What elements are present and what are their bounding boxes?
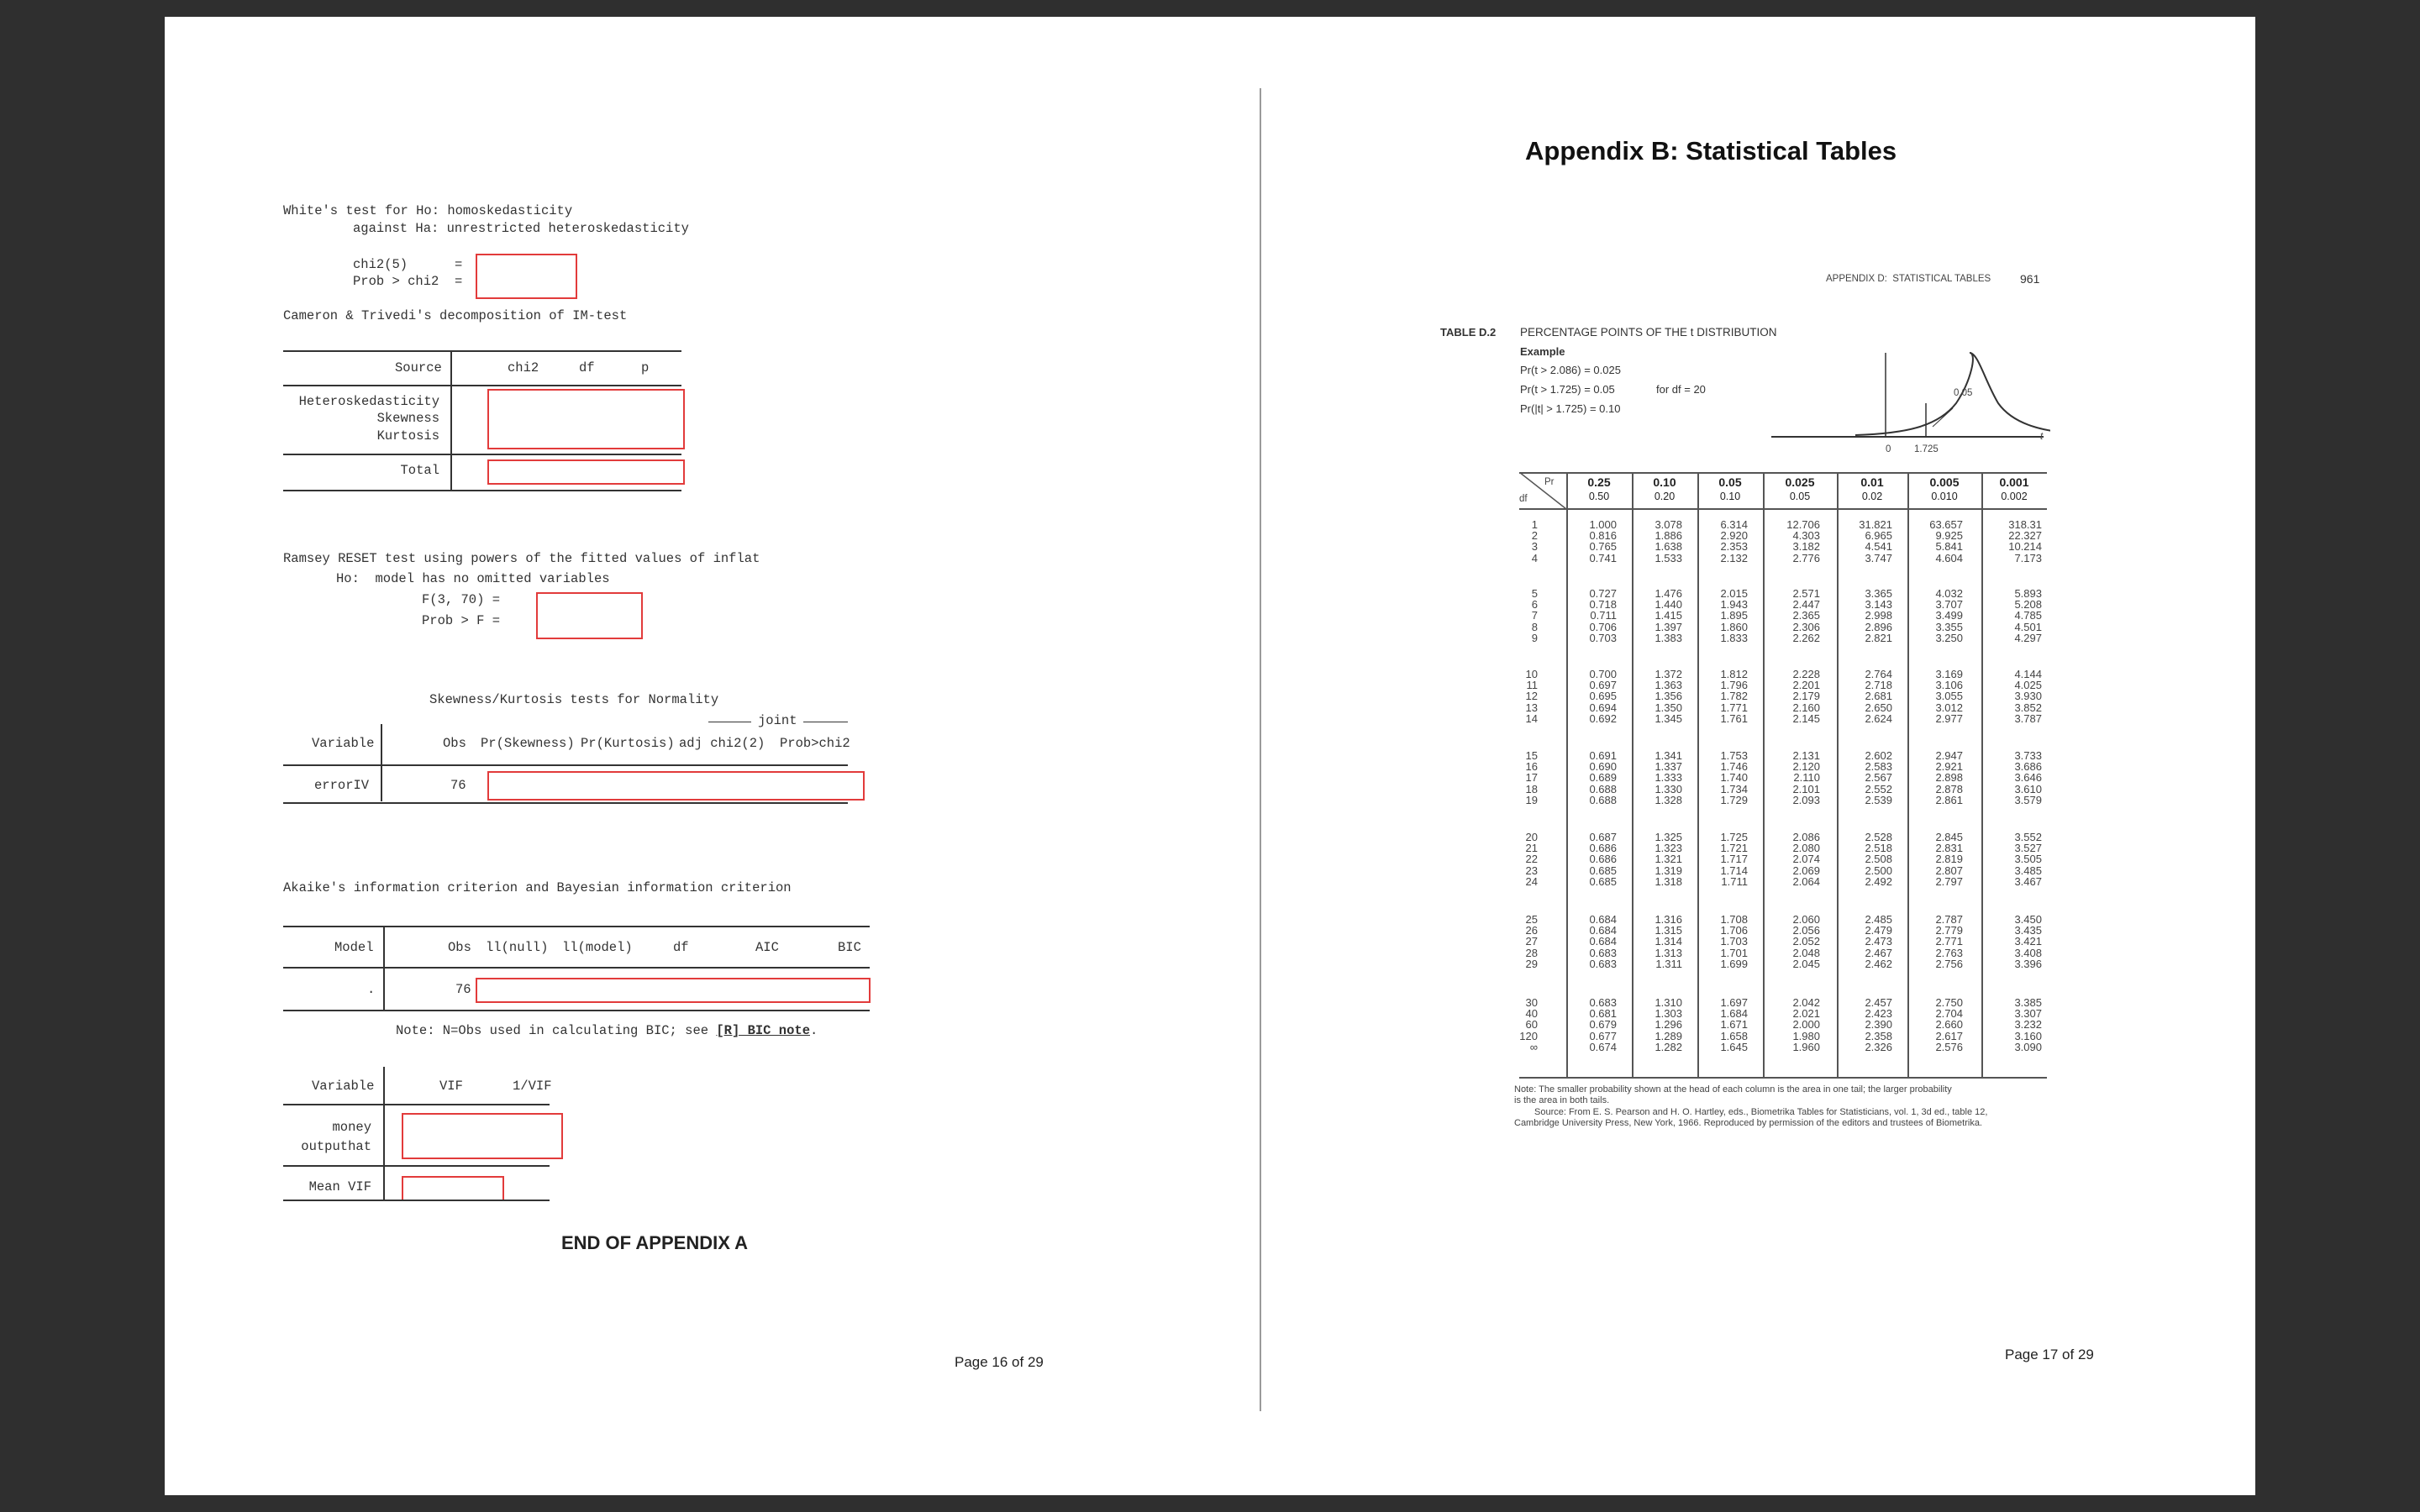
f-label: F(3, 70) = bbox=[422, 592, 501, 607]
row-heteroskedasticity: Heteroskedasticity bbox=[298, 394, 439, 409]
critical-values: 1.812 1.796 1.782 1.771 1.761 bbox=[1720, 668, 1748, 725]
df-values: 1 2 3 4 bbox=[1531, 518, 1538, 564]
one-tail-prob: 0.05 bbox=[1718, 475, 1742, 489]
row-outputhat: outputhat bbox=[301, 1139, 371, 1154]
critical-values: 2.845 2.831 2.819 2.807 2.797 bbox=[1935, 831, 1963, 888]
critical-values: 12.706 4.303 3.182 2.776 bbox=[1786, 518, 1820, 564]
for-df-note: for df = 20 bbox=[1656, 383, 1706, 396]
critical-values: 1.310 1.303 1.296 1.289 1.282 bbox=[1655, 996, 1682, 1053]
col-bic: BIC bbox=[838, 940, 861, 955]
density-curve bbox=[1855, 353, 2050, 435]
redaction-box bbox=[487, 459, 685, 485]
redaction-box bbox=[402, 1113, 563, 1159]
critical-values: 3.385 3.307 3.232 3.160 3.090 bbox=[2014, 996, 2042, 1053]
critical-values: 3.552 3.527 3.505 3.485 3.467 bbox=[2014, 831, 2042, 888]
prob-chi2-label: Prob > chi2 bbox=[353, 274, 439, 289]
one-tail-prob: 0.025 bbox=[1785, 475, 1815, 489]
critical-values: 0.727 0.718 0.711 0.706 0.703 bbox=[1589, 587, 1617, 644]
col-variable: Variable bbox=[312, 736, 375, 751]
critical-values: 31.821 6.965 4.541 3.747 bbox=[1859, 518, 1892, 564]
critical-values: 2.528 2.518 2.508 2.500 2.492 bbox=[1865, 831, 1892, 888]
col-vif: VIF bbox=[439, 1079, 463, 1094]
redaction-box bbox=[476, 254, 577, 299]
running-head: APPENDIX D: STATISTICAL TABLES bbox=[1826, 274, 1991, 284]
one-tail-prob: 0.01 bbox=[1860, 475, 1884, 489]
table-rule bbox=[283, 1010, 870, 1011]
critical-values: 2.060 2.056 2.052 2.048 2.045 bbox=[1792, 913, 1820, 970]
critical-values: 1.372 1.363 1.356 1.350 1.345 bbox=[1655, 668, 1682, 725]
critical-values: 4.144 4.025 3.930 3.852 3.787 bbox=[2014, 668, 2042, 725]
two-tail-prob: 0.20 bbox=[1654, 491, 1676, 502]
two-tail-prob: 0.02 bbox=[1861, 491, 1883, 502]
critical-values: 0.700 0.697 0.695 0.694 0.692 bbox=[1589, 668, 1617, 725]
reset-line1: Ramsey RESET test using powers of the fitted values of inflat bbox=[283, 551, 760, 566]
df-values: 20 21 22 23 24 bbox=[1525, 831, 1538, 888]
col-obs: Obs bbox=[448, 940, 471, 955]
col-rule bbox=[1837, 472, 1839, 1079]
critical-values: 2.228 2.201 2.179 2.160 2.145 bbox=[1792, 668, 1820, 725]
table-rule bbox=[283, 967, 870, 969]
critical-values: 2.750 2.704 2.660 2.617 2.576 bbox=[1935, 996, 1963, 1053]
white-test-line1: White's test for Ho: homoskedasticity bbox=[283, 203, 573, 218]
critical-values: 2.764 2.718 2.681 2.650 2.624 bbox=[1865, 668, 1892, 725]
col-df: df bbox=[673, 940, 689, 955]
area-label: 0.05 bbox=[1954, 388, 1973, 398]
col-chi2: chi2 bbox=[508, 360, 539, 375]
critical-values: 0.684 0.684 0.684 0.683 0.683 bbox=[1589, 913, 1617, 970]
col-rule bbox=[1763, 472, 1765, 1079]
critical-values: 1.753 1.746 1.740 1.734 1.729 bbox=[1720, 749, 1748, 806]
table-rule bbox=[1519, 472, 2047, 474]
col-adj-chi2: adj chi2(2) bbox=[679, 736, 765, 751]
page-number: Page 17 of 29 bbox=[2005, 1347, 2094, 1362]
col-rule bbox=[1981, 472, 1983, 1079]
critical-values: 2.787 2.779 2.771 2.763 2.756 bbox=[1935, 913, 1963, 970]
df-values: 30 40 60 120 ∞ bbox=[1519, 996, 1538, 1053]
critical-values: 1.476 1.440 1.415 1.397 1.383 bbox=[1655, 587, 1682, 644]
area-pointer bbox=[1933, 408, 1953, 427]
table-rule bbox=[283, 1200, 550, 1201]
col-pr-kurtosis: Pr(Kurtosis) bbox=[581, 736, 675, 751]
running-page: 961 bbox=[2020, 272, 2040, 286]
two-tail-prob: 0.002 bbox=[2001, 491, 2028, 502]
crit-label: 1.725 bbox=[1914, 444, 1939, 454]
table-rule bbox=[283, 926, 870, 927]
table-rule bbox=[283, 350, 681, 352]
one-tail-prob: 0.10 bbox=[1653, 475, 1676, 489]
example-label: Example bbox=[1520, 345, 1565, 358]
equals-sign: = bbox=[455, 257, 463, 272]
critical-values: 6.314 2.920 2.353 2.132 bbox=[1720, 518, 1748, 564]
critical-values: 3.365 3.143 2.998 2.896 2.821 bbox=[1865, 587, 1892, 644]
row-skewness: Skewness bbox=[376, 411, 439, 426]
obs-value: 76 bbox=[450, 778, 466, 793]
col-source: Source bbox=[395, 360, 442, 375]
redaction-box bbox=[476, 978, 871, 1003]
one-tail-prob: 0.25 bbox=[1587, 475, 1611, 489]
one-tail-prob: 0.005 bbox=[1929, 475, 1960, 489]
df-values: 25 26 27 28 29 bbox=[1525, 913, 1538, 970]
critical-values: 2.457 2.423 2.390 2.358 2.326 bbox=[1865, 996, 1892, 1053]
one-tail-prob: 0.001 bbox=[1999, 475, 2029, 489]
bic-note: Note: N=Obs used in calculating BIC; see [R] BIC note. bbox=[396, 1023, 818, 1038]
critical-values: 1.725 1.721 1.717 1.714 1.711 bbox=[1720, 831, 1748, 888]
corner-pr: Pr bbox=[1544, 477, 1555, 487]
obs-value: 76 bbox=[455, 982, 471, 997]
table-vrule bbox=[383, 926, 385, 1011]
critical-values: 3.733 3.686 3.646 3.610 3.579 bbox=[2014, 749, 2042, 806]
appendix-title: Appendix B: Statistical Tables bbox=[1525, 136, 1897, 165]
critical-values: 1.697 1.684 1.671 1.658 1.645 bbox=[1720, 996, 1748, 1053]
redaction-box bbox=[487, 771, 865, 801]
reset-line2: Ho: model has no omitted variables bbox=[336, 571, 610, 586]
critical-values: 2.131 2.120 2.110 2.101 2.093 bbox=[1792, 749, 1820, 806]
table-vrule bbox=[383, 1067, 385, 1201]
prob-f-label: Prob > F = bbox=[422, 613, 501, 628]
col-model: Model bbox=[334, 940, 374, 955]
equals-sign: = bbox=[455, 274, 463, 289]
model-dot: . bbox=[367, 982, 376, 997]
critical-values: 2.602 2.583 2.567 2.552 2.539 bbox=[1865, 749, 1892, 806]
end-of-appendix: END OF APPENDIX A bbox=[561, 1232, 749, 1253]
critical-values: 4.032 3.707 3.499 3.355 3.250 bbox=[1935, 587, 1963, 644]
critical-values: 2.086 2.080 2.074 2.069 2.064 bbox=[1792, 831, 1820, 888]
col-ll-model: ll(model) bbox=[562, 940, 633, 955]
critical-values: 3.169 3.106 3.055 3.012 2.977 bbox=[1935, 668, 1963, 725]
col-variable: Variable bbox=[312, 1079, 375, 1094]
sk-title: Skewness/Kurtosis tests for Normality bbox=[429, 692, 719, 707]
row-money: money bbox=[332, 1120, 371, 1135]
critical-values: 0.683 0.681 0.679 0.677 0.674 bbox=[1589, 996, 1617, 1053]
table-title: PERCENTAGE POINTS OF THE t DISTRIBUTION bbox=[1520, 326, 1777, 339]
col-rule bbox=[1907, 472, 1909, 1079]
table-note: is the area in both tails. bbox=[1514, 1095, 1610, 1105]
table-label: TABLE D.2 bbox=[1440, 326, 1497, 339]
redaction-box bbox=[487, 389, 685, 449]
page-number: Page 16 of 29 bbox=[955, 1354, 1044, 1370]
white-test-line2: against Ha: unrestricted heteroskedasticity bbox=[353, 221, 689, 236]
col-obs: Obs bbox=[443, 736, 466, 751]
critical-values: 318.31 22.327 10.214 7.173 bbox=[2008, 518, 2042, 564]
table-rule bbox=[283, 1165, 550, 1167]
redaction-box bbox=[536, 592, 643, 639]
col-df: df bbox=[579, 360, 595, 375]
var-erroriv: errorIV bbox=[314, 778, 370, 793]
table-rule bbox=[283, 454, 681, 455]
zero-label: 0 bbox=[1886, 444, 1891, 454]
two-tail-prob: 0.50 bbox=[1588, 491, 1610, 502]
critical-values: 1.341 1.337 1.333 1.330 1.328 bbox=[1655, 749, 1682, 806]
df-values: 15 16 17 18 19 bbox=[1525, 749, 1538, 806]
t-distribution-curve bbox=[1765, 343, 2050, 454]
col-1-over-vif: 1/VIF bbox=[513, 1079, 552, 1094]
im-test-title: Cameron & Trivedi's decomposition of IM-test bbox=[283, 308, 628, 323]
two-tail-prob: 0.010 bbox=[1931, 491, 1958, 502]
critical-values: 2.571 2.447 2.365 2.306 2.262 bbox=[1792, 587, 1820, 644]
table-rule bbox=[283, 490, 681, 491]
ic-title: Akaike's information criterion and Bayesian information criterion bbox=[283, 880, 792, 895]
table-rule bbox=[1519, 1077, 2047, 1079]
df-values: 5 6 7 8 9 bbox=[1531, 587, 1538, 644]
table-note: Note: The smaller probability shown at the head of each column is the area in one tail; the larger probability bbox=[1514, 1084, 1952, 1095]
axis-label: t bbox=[2040, 432, 2044, 442]
page-divider bbox=[1260, 88, 1261, 1411]
bic-note-link[interactable]: [R] BIC note bbox=[716, 1023, 810, 1038]
two-tail-prob: 0.10 bbox=[1719, 491, 1741, 502]
col-p: p bbox=[641, 360, 650, 375]
critical-values: 0.691 0.690 0.689 0.688 0.688 bbox=[1589, 749, 1617, 806]
corner-df: df bbox=[1519, 494, 1528, 504]
joint-label: joint bbox=[758, 713, 797, 728]
table-rule bbox=[283, 802, 848, 804]
two-tail-prob: 0.05 bbox=[1789, 491, 1811, 502]
critical-values: 5.893 5.208 4.785 4.501 4.297 bbox=[2014, 587, 2042, 644]
table-source: Source: From E. S. Pearson and H. O. Hartley, eds., Biometrika Tables for Statisticians, vol. 1, 3d ed., table 12, bbox=[1534, 1107, 1988, 1117]
critical-values: 63.657 9.925 5.841 4.604 bbox=[1929, 518, 1963, 564]
critical-values: 1.325 1.323 1.321 1.319 1.318 bbox=[1655, 831, 1682, 888]
table-rule bbox=[1519, 508, 2047, 510]
redaction-box bbox=[402, 1176, 504, 1201]
col-pr-skewness: Pr(Skewness) bbox=[481, 736, 575, 751]
col-aic: AIC bbox=[755, 940, 779, 955]
row-total: Total bbox=[400, 463, 439, 478]
col-prob-chi2: Prob>chi2 bbox=[780, 736, 850, 751]
critical-values: 3.450 3.435 3.421 3.408 3.396 bbox=[2014, 913, 2042, 970]
critical-values: 2.947 2.921 2.898 2.878 2.861 bbox=[1935, 749, 1963, 806]
col-ll-null: ll(null) bbox=[486, 940, 549, 955]
table-rule bbox=[283, 764, 848, 766]
critical-values: 2.042 2.021 2.000 1.980 1.960 bbox=[1792, 996, 1820, 1053]
table-rule bbox=[283, 385, 681, 386]
example-line: Pr(|t| > 1.725) = 0.10 bbox=[1520, 402, 1621, 415]
row-kurtosis: Kurtosis bbox=[376, 428, 439, 444]
critical-values: 1.316 1.315 1.314 1.313 1.311 bbox=[1655, 913, 1682, 970]
critical-values: 0.687 0.686 0.686 0.685 0.685 bbox=[1589, 831, 1617, 888]
critical-values: 1.708 1.706 1.703 1.701 1.699 bbox=[1720, 913, 1748, 970]
df-values: 10 11 12 13 14 bbox=[1525, 668, 1538, 725]
row-mean-vif: Mean VIF bbox=[308, 1179, 371, 1194]
table-rule bbox=[283, 1104, 550, 1105]
table-source: Cambridge University Press, New York, 1966. Reproduced by permission of the editors and trustees of Biometrika. bbox=[1514, 1118, 1982, 1128]
critical-values: 2.015 1.943 1.895 1.860 1.833 bbox=[1720, 587, 1748, 644]
critical-values: 2.485 2.479 2.473 2.467 2.462 bbox=[1865, 913, 1892, 970]
critical-values: 1.000 0.816 0.765 0.741 bbox=[1589, 518, 1617, 564]
critical-values: 3.078 1.886 1.638 1.533 bbox=[1655, 518, 1682, 564]
table-vrule bbox=[450, 350, 452, 491]
example-line: Pr(t > 2.086) = 0.025 bbox=[1520, 364, 1621, 376]
chi2-label: chi2(5) bbox=[353, 257, 408, 272]
table-vrule bbox=[381, 724, 382, 801]
example-line: Pr(t > 1.725) = 0.05 bbox=[1520, 383, 1615, 396]
